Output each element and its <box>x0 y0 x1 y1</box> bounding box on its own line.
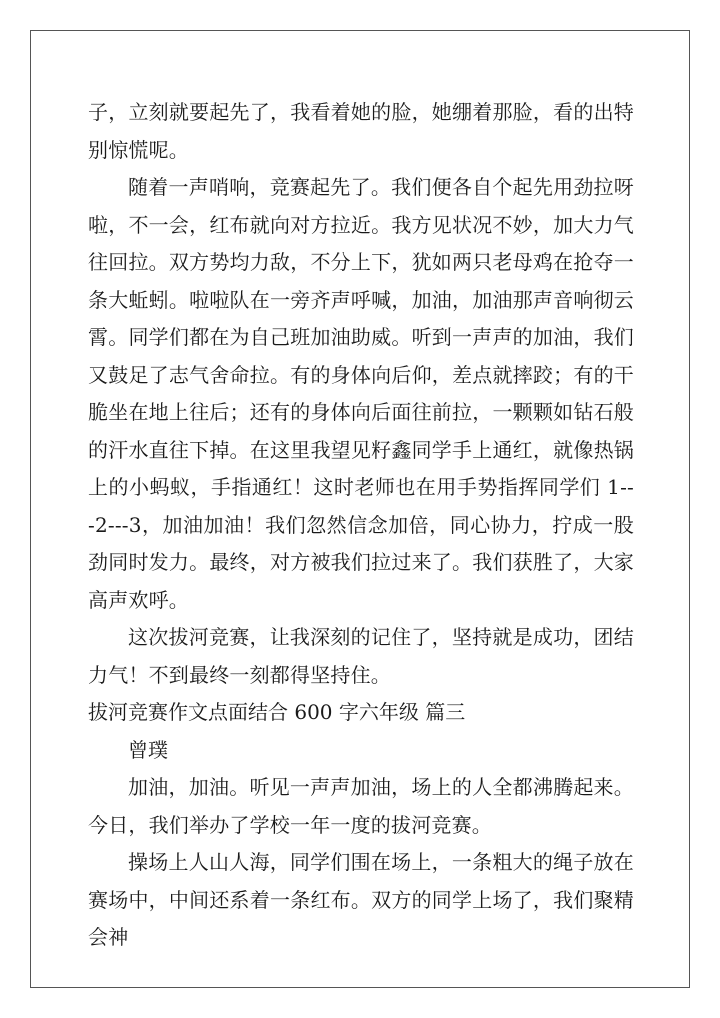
paragraph-playground: 操场上人山人海，同学们围在场上，一条粗大的绳子放在赛场中，中间还系着一条红布。双方的同学上场了，我们聚精会神 <box>88 850 634 949</box>
author-name: 曾璞 <box>128 737 168 762</box>
paragraph-match-start: 随着一声哨响，竞赛起先了。我们便各自个起先用劲拉呀啦，不一会，红布就向对方拉近。我方见状况不妙，加大力气往回拉。双方势均力敌，不分上下，犹如两只老母鸡在抢夺一条大蚯蚓。啦啦队在一旁齐声呼喊，加油，加油那声音响彻云霄。同学们都在为自己班加油助威。听到一声声的加油，我们又鼓足了志气舍命拉。有的身体向后仰，差点就摔跤；有的干脆坐在地上往后；还有的身体向后面往前拉，一颗颗如钻石般的汗水直往下掉。在这里我望见籽鑫同学手上通红，就像热锅上的小蚂蚁，手指通红！这时老师也在用手势指挥同学们 1---2---3，加油加油！我们忽然信念加倍，同心协力，拧成一股劲同时发力。最终，对方被我们拉过来了。我们获胜了，大家高声欢呼。 <box>88 175 634 612</box>
paragraph-continuation: 子，立刻就要起先了，我看着她的脸，她绷着那脸，看的出特别惊慌呢。 <box>88 100 634 162</box>
paragraph-intro: 加油，加油。听见一声声加油，场上的人全都沸腾起来。今日，我们举办了学校一年一度的拔河竞赛。 <box>88 775 634 837</box>
paragraph-conclusion: 这次拔河竞赛，让我深刻的记住了，坚持就是成功，团结力气！不到最终一刻都得坚持住。 <box>88 625 634 687</box>
document-body <box>88 94 634 957</box>
section-title: 拔河竞赛作文点面结合 600 字六年级 篇三 <box>88 700 466 724</box>
